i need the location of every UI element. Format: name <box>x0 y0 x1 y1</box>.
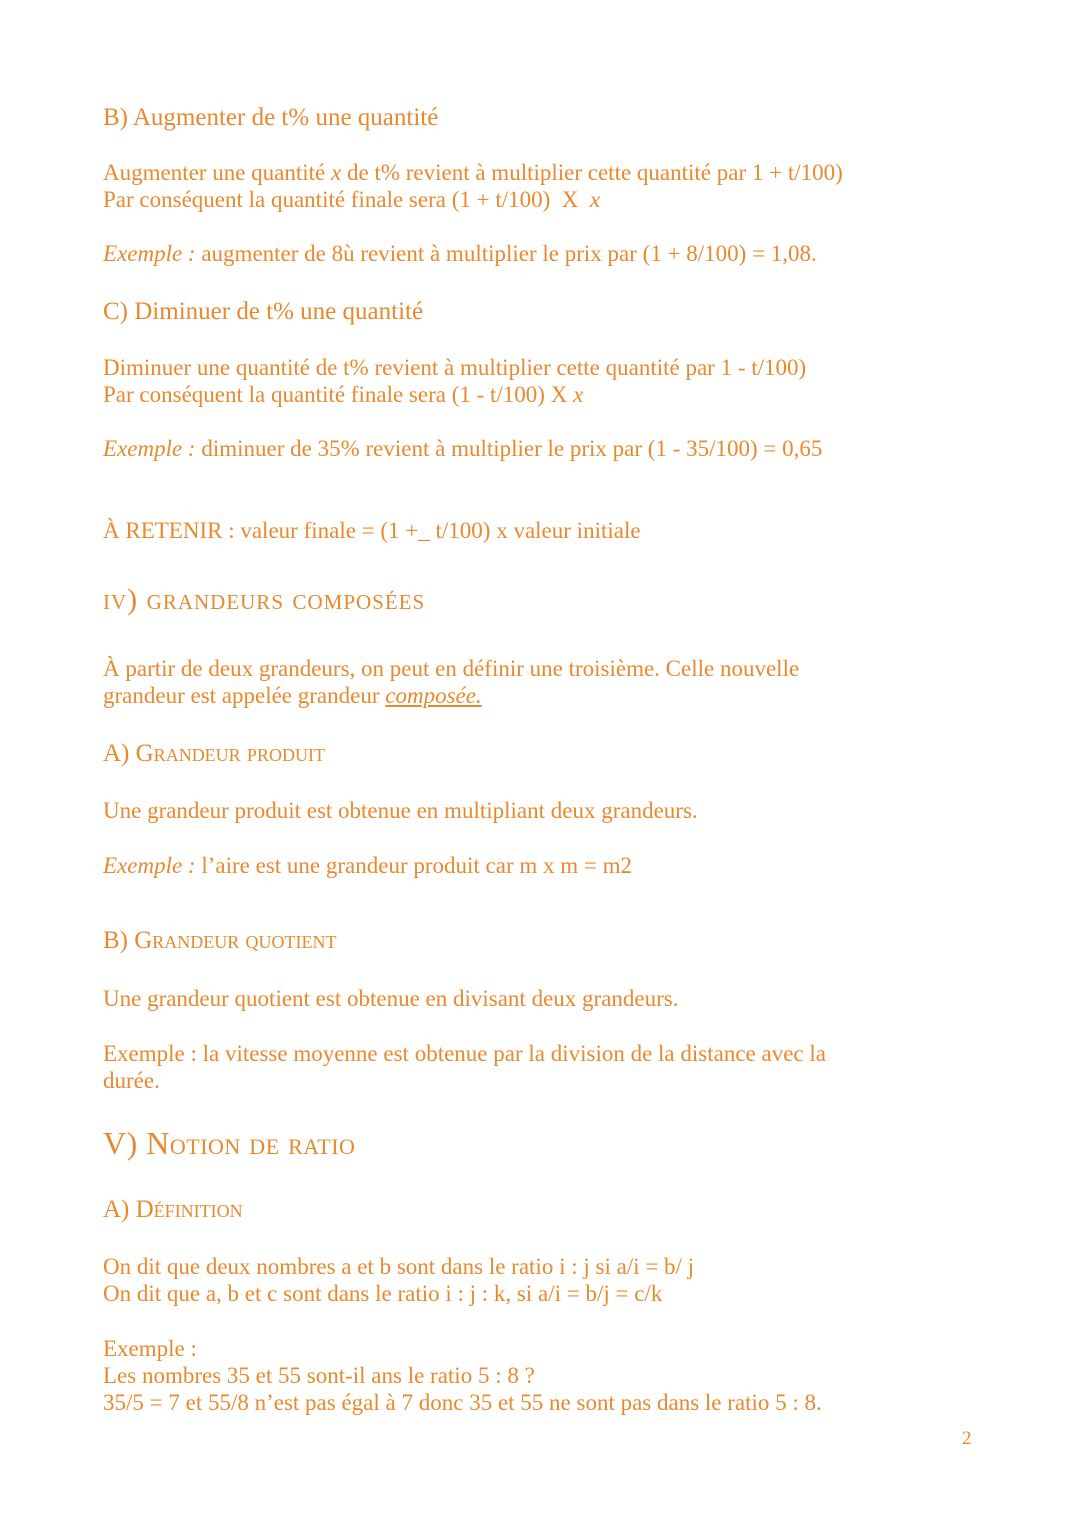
section-b-example <box>103 240 817 267</box>
section-c-line1: Diminuer une quantité de t% revient à multiplier cette quantité par 1 - t/100) <box>103 355 807 380</box>
grandeur-quotient-example-line1: Exemple : la vitesse moyenne est obtenue par la division de la distance avec la <box>103 1041 826 1066</box>
section-b-line2: Par conséquent la quantité finale sera (1 + t/100) X x <box>103 187 601 212</box>
example-label: Exemple : <box>103 241 196 266</box>
example-label: Exemple : <box>103 436 196 461</box>
iv-para-line2 <box>103 682 482 709</box>
section-c-example <box>103 435 822 462</box>
iv-para-line1: À partir de deux grandeurs, on peut en définir une troisième. Celle nouvelle <box>103 656 800 681</box>
retenir-note: À RETENIR : valeur finale = (1 +_ t/100) x valeur initiale <box>103 518 641 543</box>
subheading-grandeur-produit: A) Grandeur produit <box>103 740 325 767</box>
grandeur-produit-text: Une grandeur produit est obtenue en multipliant deux grandeurs. <box>103 798 698 823</box>
section-b-title: B) Augmenter de t% une quantité <box>103 104 439 131</box>
definition-line2: On dit que a, b et c sont dans le ratio i : j : k, si a/i = b/j = c/k <box>103 1281 663 1306</box>
heading-v: V) Notion de ratio <box>103 1125 356 1161</box>
grandeur-quotient-text: Une grandeur quotient est obtenue en divisant deux grandeurs. <box>103 986 679 1011</box>
ratio-example-label: Exemple : <box>103 1336 197 1361</box>
example-text: augmenter de 8ù revient à multiplier le prix par (1 + 8/100) = 1,08. <box>195 241 817 266</box>
composee-term: composée. <box>385 683 482 708</box>
iv-para-prefix: grandeur est appelée grandeur <box>103 683 386 708</box>
grandeur-quotient-example-line2: durée. <box>103 1068 160 1093</box>
grandeur-produit-example <box>103 852 632 879</box>
example-text: l’aire est une grandeur produit car m x m = m2 <box>195 853 633 878</box>
section-b-line1: Augmenter une quantité x de t% revient à multiplier cette quantité par 1 + t/100) <box>103 160 843 185</box>
section-c-title: C) Diminuer de t% une quantité <box>103 298 424 325</box>
section-c-line2: Par conséquent la quantité finale sera (1 - t/100) X x <box>103 382 584 407</box>
heading-iv: iv) grandeurs composées <box>103 583 426 616</box>
definition-line1: On dit que deux nombres a et b sont dans le ratio i : j si a/i = b/ j <box>103 1254 695 1279</box>
example-text: diminuer de 35% revient à multiplier le prix par (1 - 35/100) = 0,65 <box>195 436 823 461</box>
ratio-example-line2: 35/5 = 7 et 55/8 n’est pas égal à 7 donc 35 et 55 ne sont pas dans le ratio 5 : 8. <box>103 1390 822 1415</box>
subheading-grandeur-quotient: B) Grandeur quotient <box>103 927 337 954</box>
ratio-example-line1: Les nombres 35 et 55 sont-il ans le ratio 5 : 8 ? <box>103 1363 535 1388</box>
example-label: Exemple : <box>103 853 196 878</box>
page-number: 2 <box>962 1428 972 1449</box>
subheading-definition: A) Définition <box>103 1196 243 1223</box>
